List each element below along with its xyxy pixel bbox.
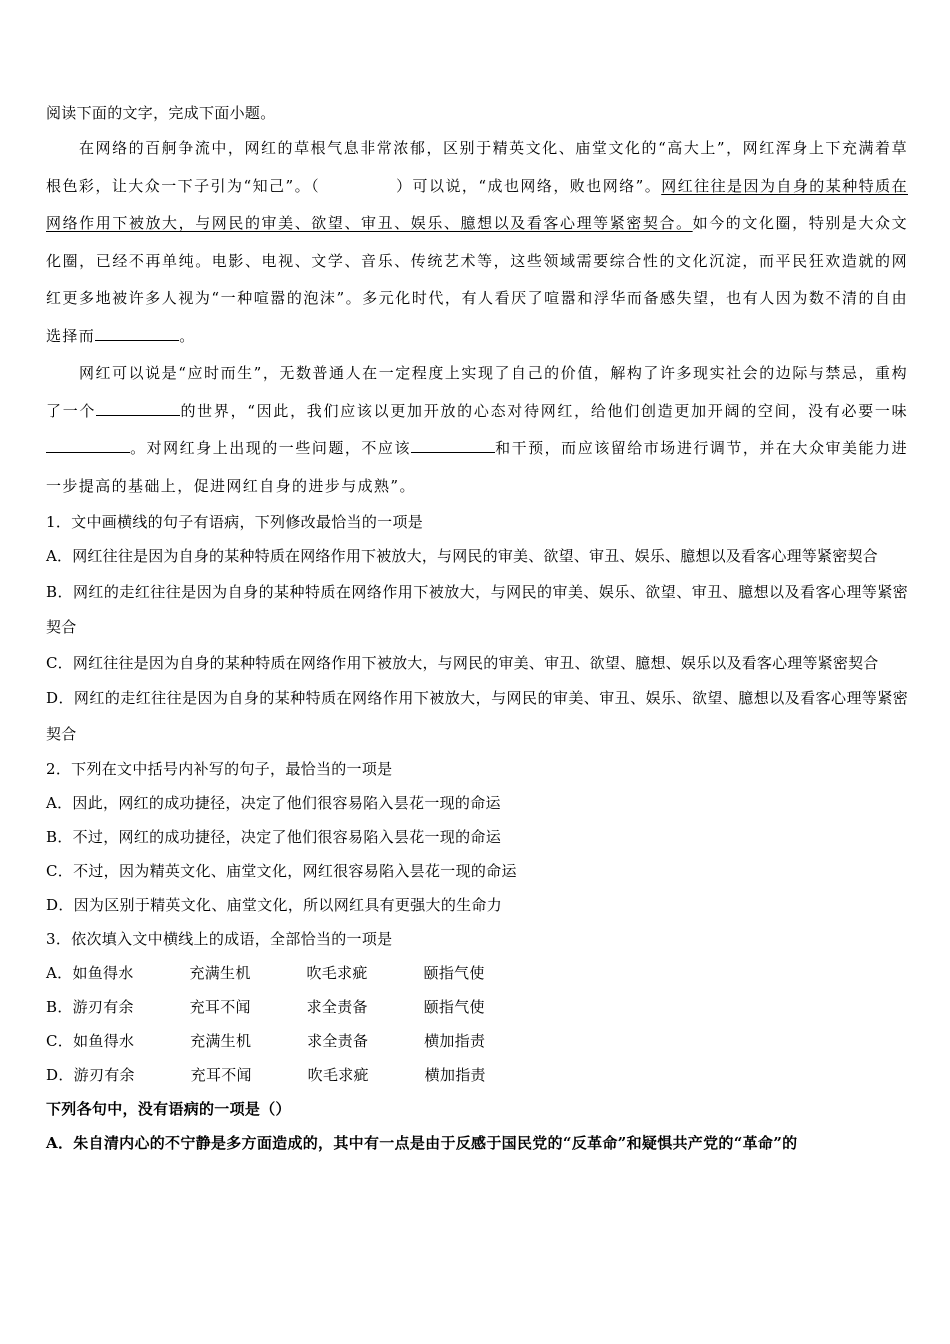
idiom: 如鱼得水 [73,1032,135,1050]
idiom: 横加指责 [424,1032,486,1050]
idiom: 游刃有余 [73,1066,135,1084]
option-label: B． [46,998,73,1016]
option-label: A． [46,964,73,982]
passage-text: 。 [179,326,196,345]
fill-blank-4 [411,437,495,453]
question-4-stem: 下列各句中，没有语病的一项是（） [46,1100,291,1118]
idiom: 充满生机 [189,964,251,982]
reading-instruction: 阅读下面的文字，完成下面小题。 [46,104,276,122]
passage-text: 。对网红身上出现的一些问题，不应该 [130,439,411,457]
passage-text: ）可以说，“成也网络，败也网络”。 [396,176,662,195]
question-3-option-c[interactable] [46,1024,908,1058]
passage-paragraph-2 [46,355,908,505]
fill-blank-1 [95,325,179,341]
idiom: 吹毛求疵 [307,1066,369,1084]
question-1-option-b[interactable]: B．网红的走红往往是因为自身的某种特质在网络作用下被放大，与网民的审美、娱乐、欲望、审丑、臆想以及看客心理等紧密契合 [46,582,908,636]
idiom: 游刃有余 [72,998,134,1016]
fill-blank-2 [96,400,180,416]
question-2-stem: 2．下列在文中括号内补写的句子，最恰当的一项是 [46,760,393,778]
option-label: D． [46,1066,74,1084]
passage-text: 和干预，而应该留给市场进行调节，并在大众审美能力进一步提高的基础上，促进网红自身的进步与成熟”。 [46,439,908,495]
idiom: 充耳不闻 [189,998,251,1016]
passage-text: 在网络的百舸争流中，网红的草根气息非常浓郁，区别于精英文化、庙堂文化的“高大上”，网红浑身上下充满着草根色彩，让大众一下子引为“知己”。（ [46,139,908,195]
question-3-option-b[interactable] [46,990,908,1024]
passage-text: 网红可以说是“应时而生”，无数普通人在一定程度上实现了自己的价值，解构了许多现实社会的边际与禁忌，重构了一个 [46,364,908,420]
idiom: 充满生机 [190,1032,252,1050]
question-2-option-a[interactable]: A．因此，网红的成功捷径，决定了他们很容易陷入昙花一现的命运 [46,794,501,812]
question-1-option-a[interactable]: A．网红往往是因为自身的某种特质在网络作用下被放大，与网民的审美、欲望、审丑、娱乐、臆想以及看客心理等紧密契合 [46,547,878,565]
idiom: 吹毛求疵 [306,964,368,982]
question-3-stem: 3．依次填入文中横线上的成语，全部恰当的一项是 [46,930,393,948]
idiom: 颐指气使 [423,998,485,1016]
fill-blank-3 [46,437,130,453]
question-4-option-a[interactable]: A．朱自清内心的不宁静是多方面造成的，其中有一点是由于反感于国民党的“反革命”和疑惧共产党的“革命”的 [46,1134,798,1152]
question-1-option-d[interactable]: D．网红的走红往往是因为自身的某种特质在网络作用下被放大，与网民的审美、审丑、娱乐、欲望、臆想以及看客心理等紧密契合 [46,689,908,743]
question-2-option-b[interactable]: B．不过，网红的成功捷径，决定了他们很容易陷入昙花一现的命运 [46,828,502,846]
question-3-option-d[interactable] [46,1058,908,1092]
idiom: 如鱼得水 [72,964,134,982]
question-2-option-d[interactable]: D．因为区别于精英文化、庙堂文化，所以网红具有更强大的生命力 [46,896,503,914]
document-page [46,96,908,1160]
question-2-option-c[interactable]: C．不过，因为精英文化、庙堂文化，网红很容易陷入昙花一现的命运 [46,862,517,880]
idiom: 颐指气使 [423,964,485,982]
question-1-stem: 1．文中画横线的句子有语病，下列修改最恰当的一项是 [46,513,424,531]
passage-text: 的世界，“因此，我们应该以更加开放的心态对待网红，给他们创造更加开阔的空间，没有必要一味 [180,401,909,420]
option-label: C． [46,1032,74,1050]
passage-paragraph-1 [46,130,908,355]
question-3-option-a[interactable] [46,956,908,990]
idiom: 横加指责 [424,1066,486,1084]
idiom: 充耳不闻 [190,1066,252,1084]
idiom: 求全责备 [306,998,368,1016]
idiom: 求全责备 [307,1032,369,1050]
underlined-sentence: 网红往往是因为自身的某种特质在网络作用下被放大，与网民的审美、欲望、审丑、娱乐、臆想以及看客心理等紧密契合。 [46,176,908,232]
question-1-option-c[interactable]: C．网红往往是因为自身的某种特质在网络作用下被放大，与网民的审美、审丑、欲望、臆想、娱乐以及看客心理等紧密契合 [46,653,879,672]
passage-text: 如今的文化圈，特别是大众文化圈，已经不再单纯。电影、电视、文学、音乐、传统艺术等，这些领域需要综合性的文化沉淀，而平民狂欢造就的网红更多地被许多人视为“一种喧嚣的泡沫”。多元化时代，有人看厌了喧嚣和浮华而备感失望，也有人因为数不清的自由选择而 [46,214,909,345]
